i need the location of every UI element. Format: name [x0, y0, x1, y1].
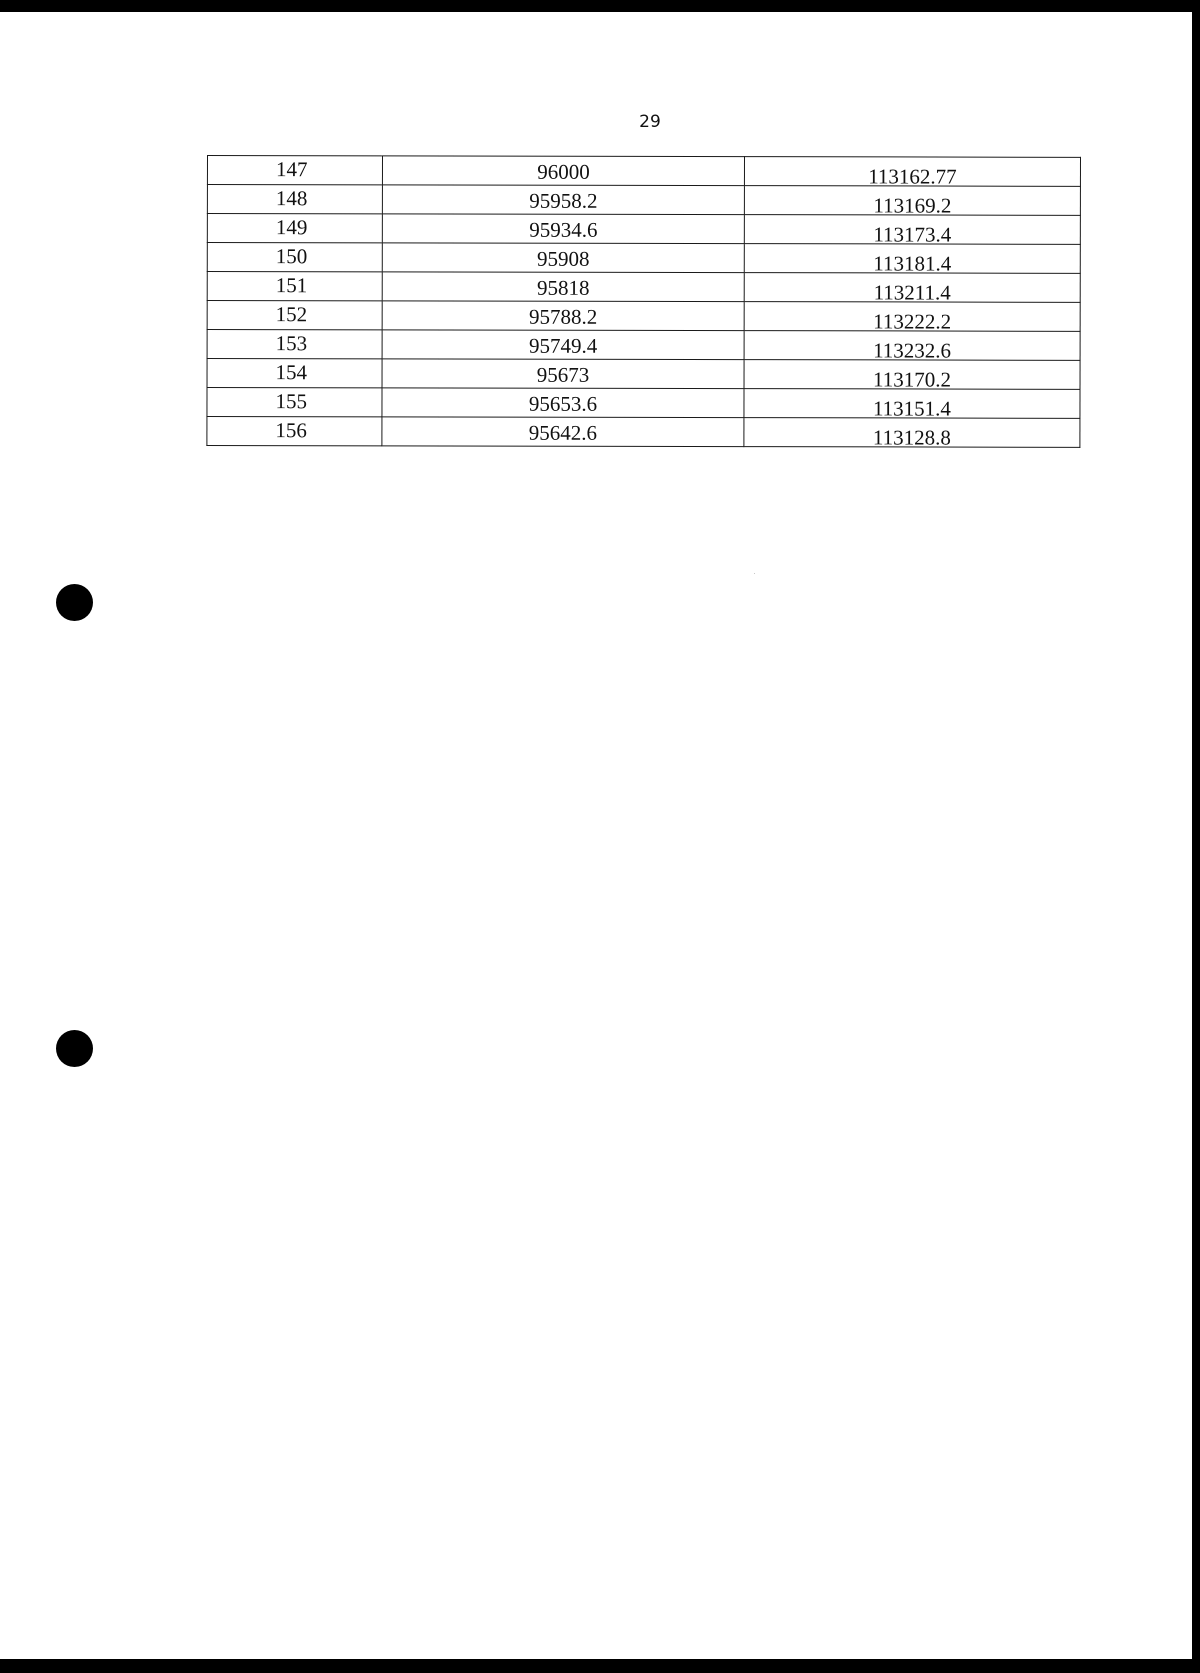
cell-index: 151 — [207, 272, 382, 301]
page-number: 29 — [639, 112, 661, 132]
cell-value-b: 113181.4 — [744, 244, 1080, 274]
cell-value-b: 113162.77 — [744, 157, 1080, 187]
table-row — [207, 388, 1080, 419]
cell-index: 155 — [207, 388, 382, 417]
table-row — [207, 272, 1080, 303]
cell-value-a: 95818 — [382, 272, 744, 302]
table-row — [207, 330, 1080, 361]
table-row — [207, 243, 1080, 274]
cell-index: 153 — [207, 330, 382, 359]
cell-index: 152 — [207, 301, 382, 330]
cell-index: 147 — [207, 156, 382, 185]
cell-value-b: 113128.8 — [744, 418, 1080, 448]
table-row — [207, 214, 1080, 245]
cell-value-b: 113170.2 — [744, 360, 1080, 390]
table-row — [207, 185, 1080, 216]
punch-hole — [56, 1030, 93, 1067]
cell-value-a: 95653.6 — [382, 388, 744, 418]
cell-value-a: 96000 — [382, 156, 744, 186]
punch-hole — [56, 584, 93, 621]
document-page — [0, 12, 1192, 1659]
cell-value-a: 95908 — [382, 243, 744, 273]
table-row — [207, 301, 1080, 332]
coordinates-table-wrapper — [206, 155, 1080, 448]
cell-index: 150 — [207, 243, 382, 272]
cell-index: 154 — [207, 359, 382, 388]
cell-index: 148 — [207, 185, 382, 214]
coordinates-table — [206, 155, 1081, 448]
cell-index: 156 — [207, 417, 382, 446]
cell-value-b: 113222.2 — [744, 302, 1080, 332]
cell-index: 149 — [207, 214, 382, 243]
cell-value-a: 95673 — [382, 359, 744, 389]
cell-value-b: 113211.4 — [744, 273, 1080, 303]
table-row — [207, 417, 1080, 448]
cell-value-b: 113173.4 — [744, 215, 1080, 245]
cell-value-a: 95958.2 — [382, 185, 744, 215]
cell-value-b: 113169.2 — [744, 186, 1080, 216]
table-row — [207, 359, 1080, 390]
table-row — [207, 156, 1080, 187]
cell-value-a: 95934.6 — [382, 214, 744, 244]
cell-value-a: 95788.2 — [382, 301, 744, 331]
cell-value-b: 113232.6 — [744, 331, 1080, 361]
cell-value-a: 95642.6 — [382, 417, 744, 447]
cell-value-a: 95749.4 — [382, 330, 744, 360]
cell-value-b: 113151.4 — [744, 389, 1080, 419]
scan-speck — [754, 573, 755, 574]
